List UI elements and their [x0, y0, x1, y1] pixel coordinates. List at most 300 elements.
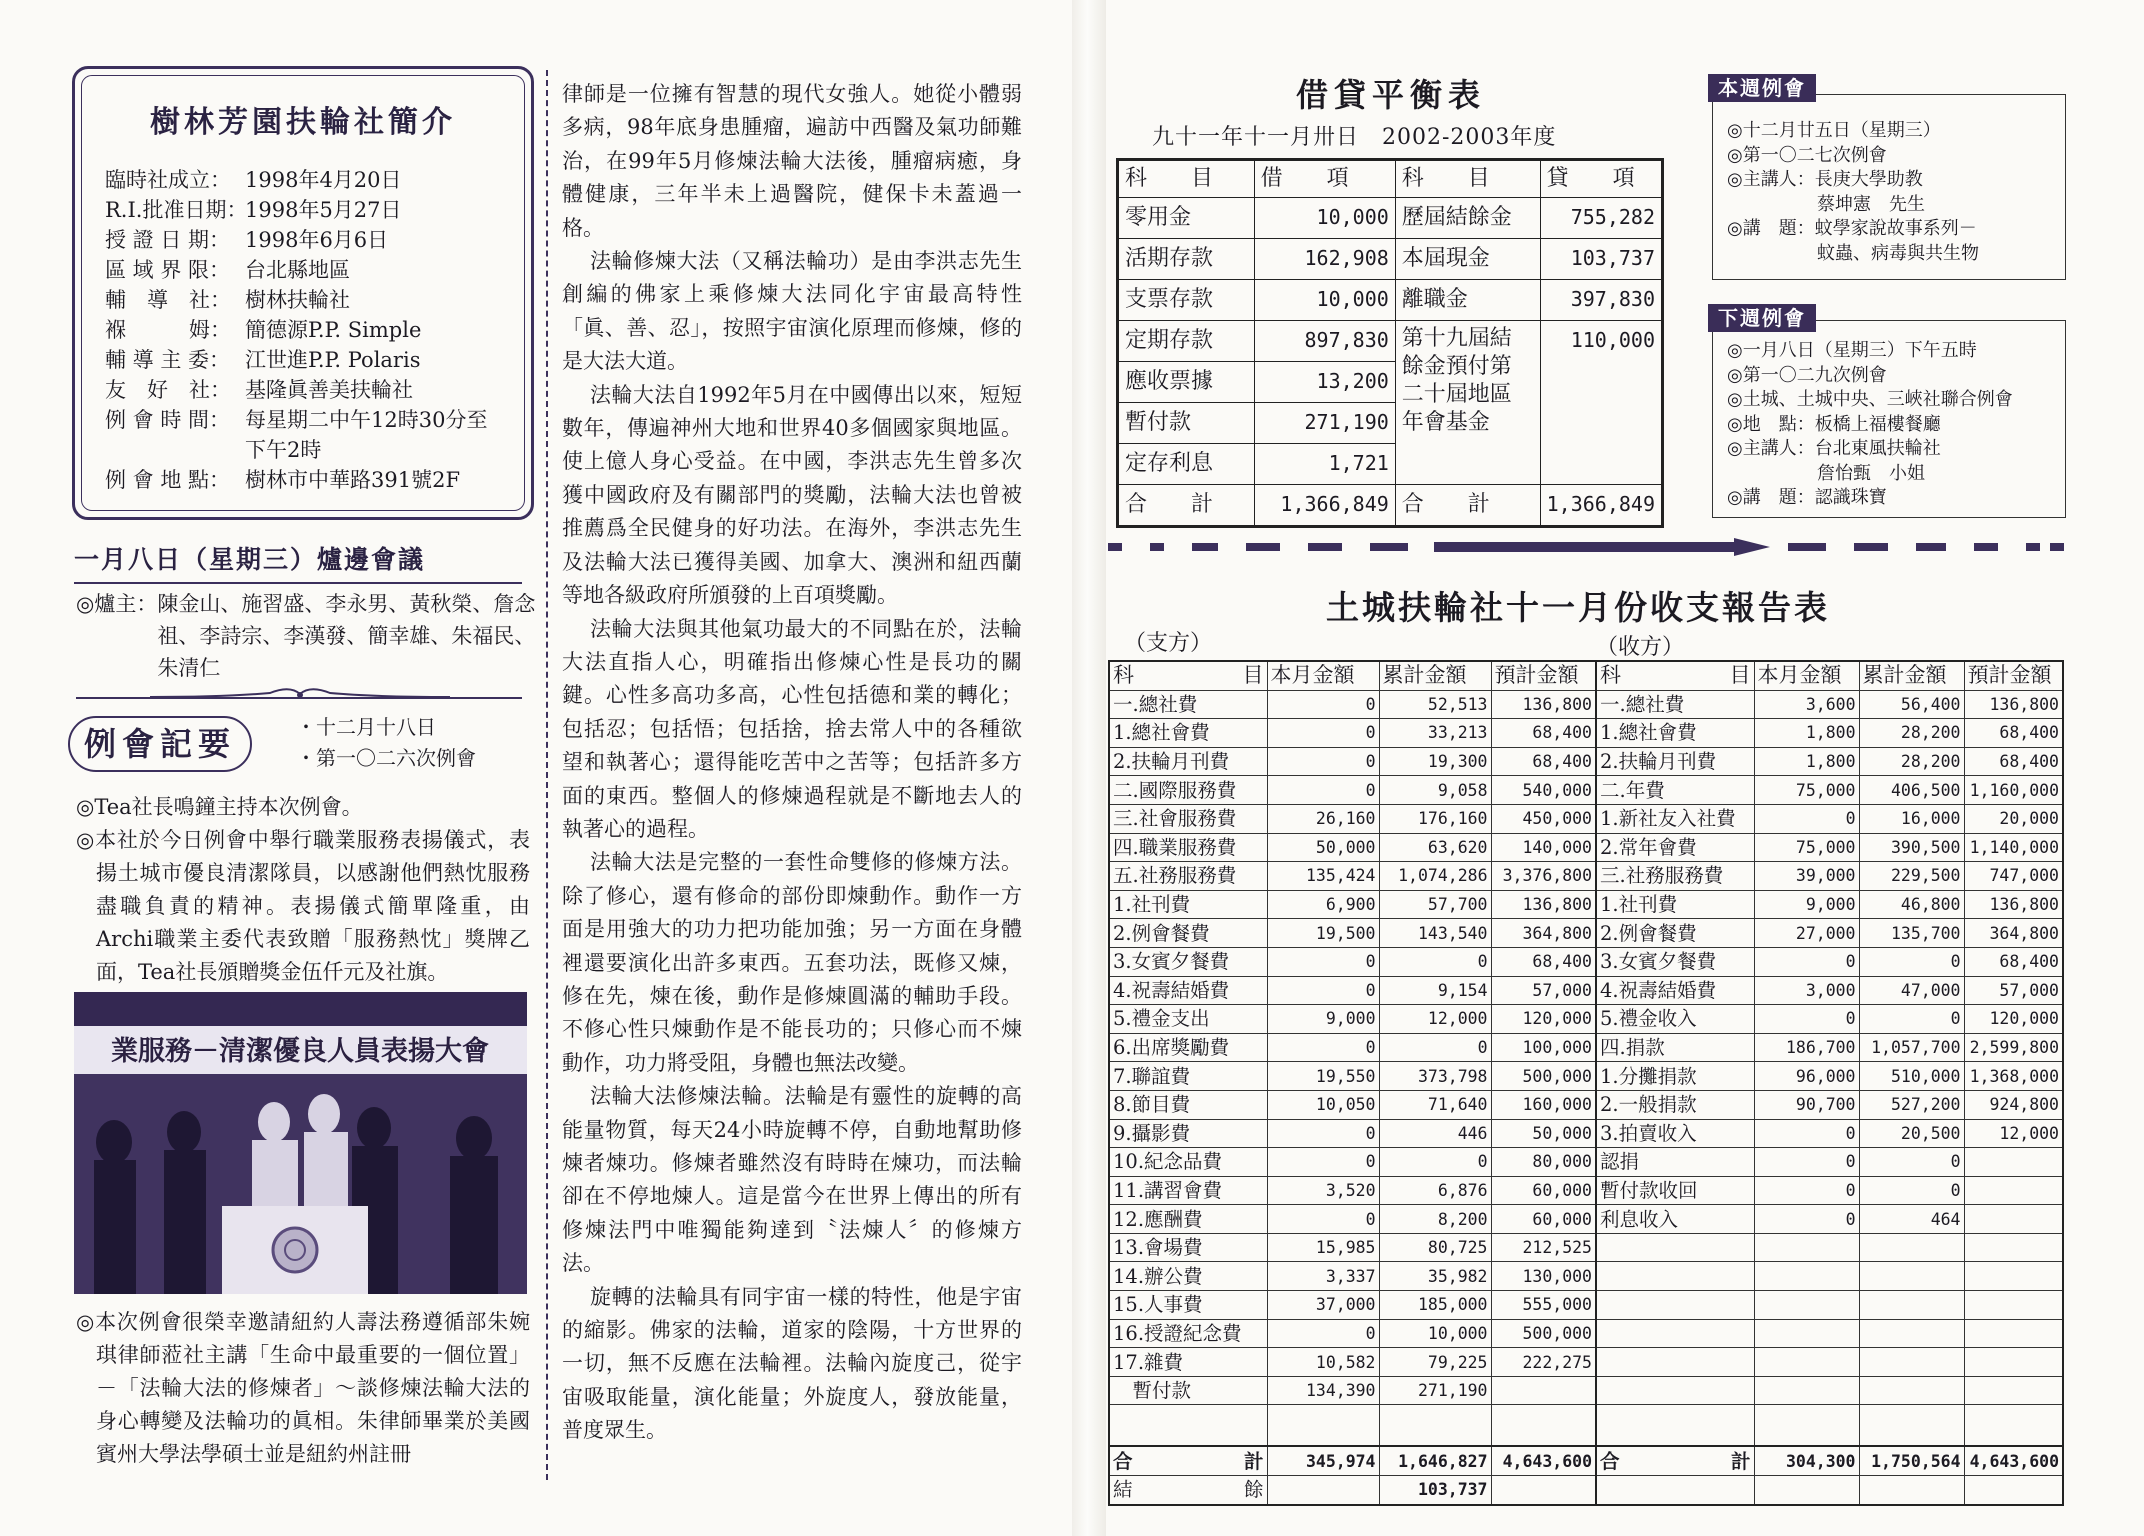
expense-budget: 555,000: [1491, 1291, 1596, 1320]
income-month: 1,800: [1754, 719, 1859, 748]
income-budget: 20,000: [1964, 804, 2063, 833]
credit-amount: 397,830: [1540, 280, 1662, 321]
total-label-a: 合: [1113, 1449, 1133, 1473]
expense-month: 19,500: [1267, 919, 1379, 948]
income-cumulative: [1859, 1291, 1964, 1320]
expense-budget: 68,400: [1491, 747, 1596, 776]
expense-item: 10.紀念品費: [1109, 1148, 1267, 1177]
expense-item: 3.女賓夕餐費: [1109, 947, 1267, 976]
table-header-row: [1118, 160, 1663, 198]
income-month: [1754, 1348, 1859, 1377]
total-label-text: [1113, 1448, 1264, 1475]
next-week-tag: 下週例會: [1708, 304, 1816, 332]
expense-budget: 3,376,800: [1491, 862, 1596, 891]
credit-amount: 755,282: [1540, 198, 1662, 239]
expense-month: 26,160: [1267, 804, 1379, 833]
info-row: [105, 165, 500, 195]
this-week-line: ◎第一〇二七次例會: [1727, 144, 1887, 166]
total-label-b: 計: [1243, 1449, 1264, 1473]
divider: [74, 582, 522, 584]
income-budget: 136,800: [1964, 690, 2063, 719]
income-budget: [1964, 1262, 2063, 1291]
income-month: 75,000: [1754, 833, 1859, 862]
income-item: [1596, 1291, 1754, 1320]
info-value: 簡德源P.P. Simple: [245, 318, 422, 342]
expense-cumulative: 10,000: [1379, 1319, 1491, 1348]
header-cell: 借 項: [1254, 160, 1395, 198]
expense-cumulative: 57,700: [1379, 890, 1491, 919]
income-budget: [1964, 1319, 2063, 1348]
income-cumulative: [1859, 1376, 1964, 1405]
table-row: [1118, 239, 1663, 280]
income-month: 0: [1754, 1119, 1859, 1148]
credit-item: 歷屆結餘金: [1395, 198, 1540, 239]
this-week-line: ◎十二月廿五日（星期三）: [1727, 120, 1941, 141]
income-month: [1754, 1291, 1859, 1320]
table-row: [1109, 1005, 2063, 1034]
club-intro-title: 樹林芳園扶輪社簡介: [150, 105, 456, 140]
table-row: [1109, 1176, 2063, 1205]
credit-item: 本屆現金: [1395, 239, 1540, 280]
minutes-session: ・第一〇二六次例會: [296, 746, 476, 770]
table-row: [1109, 976, 2063, 1005]
report-body: [1109, 661, 2063, 1505]
minutes-paragraph: ◎本社於今日例會中舉行職業服務表揚儀式，表揚土城市優良清潔隊員，以感謝他們熱忱服務盡職負責的精神。表揚儀式簡單隆重，由Archi職業主委代表致贈「服務熱忱」獎牌乙面，Tea社長頒贈獎金伍仟元及社旗。: [76, 828, 530, 984]
income-month: 0: [1754, 1205, 1859, 1234]
income-month: 186,700: [1754, 1033, 1859, 1062]
expense-budget: 136,800: [1491, 890, 1596, 919]
income-item: [1596, 1376, 1754, 1405]
income-item: 三.社務服務費: [1596, 862, 1754, 891]
expense-item: 五.社務服務費: [1109, 862, 1267, 891]
expense-month: 3,337: [1267, 1262, 1379, 1291]
income-month: 90,700: [1754, 1090, 1859, 1119]
empty-cell: [1964, 1476, 2063, 1505]
income-month: [1754, 1233, 1859, 1262]
income-item: 一.總社費: [1596, 690, 1754, 719]
empty-cell: [1379, 1405, 1491, 1447]
header-item: [1600, 662, 1751, 689]
info-row: [105, 465, 500, 495]
header-item-b: 目: [1729, 663, 1751, 688]
table-row: [1118, 321, 1663, 362]
empty-cell: [1267, 1405, 1379, 1447]
table-row: [1109, 862, 2063, 891]
empty-cell: [1109, 1405, 1267, 1447]
income-item: 二.年費: [1596, 776, 1754, 805]
expense-item: 2.扶輪月刊費: [1109, 747, 1267, 776]
expense-cumulative: 12,000: [1379, 1005, 1491, 1034]
article-paragraph: 旋轉的法輪具有同宇宙一樣的特性，他是宇宙的縮影。佛家的法輪，道家的陰陽，十方世界的一切，無不反應在法輪裡。法輪內旋度己，從宇宙吸取能量，演化能量；外旋度人，發放能量，普度眾生。: [562, 1284, 1022, 1443]
expense-budget: 60,000: [1491, 1176, 1596, 1205]
report-title: 土城扶輪社十一月份收支報告表: [1326, 588, 1830, 627]
total-debit: 1,366,849: [1254, 485, 1395, 527]
empty-cell: [1754, 1405, 1859, 1447]
info-label: 授 證 日 期：: [105, 228, 231, 252]
expense-label: （支方）: [1124, 631, 1213, 656]
header-item-a: 科: [1113, 663, 1134, 688]
income-cumulative: 47,000: [1859, 976, 1964, 1005]
expense-month: 134,390: [1267, 1376, 1379, 1405]
expense-month: 50,000: [1267, 833, 1379, 862]
income-month: 1,800: [1754, 747, 1859, 776]
total-label: [1109, 1446, 1267, 1475]
expense-month: 0: [1267, 947, 1379, 976]
info-label: 友 好 社：: [105, 378, 231, 402]
debit-item: 暫付款: [1118, 403, 1255, 444]
expense-item: 4.祝壽結婚費: [1109, 976, 1267, 1005]
expense-item: 13.會場費: [1109, 1233, 1267, 1262]
this-week-line: ◎講 題：蚊學家說故事系列－: [1727, 218, 1977, 239]
header-cell: 預計金額: [1491, 661, 1596, 690]
fireside-meeting-heading: 一月八日（星期三）爐邊會議: [74, 545, 426, 574]
info-label: 輔 導 主 委：: [105, 348, 231, 372]
page-gutter: [1072, 0, 1106, 1536]
minutes-date: ・十二月十八日: [296, 715, 436, 739]
info-label: 輔 導 社：: [105, 288, 231, 312]
expense-item: 12.應酬費: [1109, 1205, 1267, 1234]
meeting-minutes-badge: 例會記要: [68, 716, 252, 772]
info-row: [105, 195, 500, 225]
expense-item: 17.雜費: [1109, 1348, 1267, 1377]
table-row: [1109, 1319, 2063, 1348]
total-month: 304,300: [1754, 1446, 1859, 1475]
empty-cell: [1859, 1405, 1964, 1447]
total-budget: 4,643,600: [1964, 1446, 2063, 1475]
income-budget: 68,400: [1964, 719, 2063, 748]
table-row: [1109, 1205, 2063, 1234]
income-item: 4.祝壽結婚費: [1596, 976, 1754, 1005]
table-row: [1109, 1233, 2063, 1262]
expense-budget: 100,000: [1491, 1033, 1596, 1062]
expense-month: 37,000: [1267, 1291, 1379, 1320]
income-item: 3.女賓夕餐費: [1596, 947, 1754, 976]
expense-cumulative: 373,798: [1379, 1062, 1491, 1091]
balance-label-text: [1113, 1476, 1264, 1503]
this-week-meeting-box: [1712, 94, 2066, 280]
info-label: 例 會 地 點：: [105, 468, 231, 492]
club-info-list: [105, 165, 500, 495]
expense-budget: 140,000: [1491, 833, 1596, 862]
table-row-blank: [1109, 1405, 2063, 1447]
info-value: 樹林市中華路391號2F: [245, 468, 461, 492]
empty-cell: [1596, 1476, 1754, 1505]
income-budget: 1,368,000: [1964, 1062, 2063, 1091]
expense-budget: 222,275: [1491, 1348, 1596, 1377]
expense-budget: 60,000: [1491, 1205, 1596, 1234]
header-item-b: 目: [1242, 663, 1264, 688]
income-budget: 1,140,000: [1964, 833, 2063, 862]
income-month: 3,600: [1754, 690, 1859, 719]
expense-budget: 68,400: [1491, 719, 1596, 748]
header-item: [1113, 662, 1264, 689]
expense-month: 10,582: [1267, 1348, 1379, 1377]
info-label: R.I.批准日期：: [105, 198, 248, 222]
empty-cell: [1754, 1476, 1859, 1505]
income-cumulative: [1859, 1262, 1964, 1291]
table-row: [1109, 1148, 2063, 1177]
award-ceremony-photo: [74, 992, 527, 1294]
table-row: [1109, 919, 2063, 948]
next-week-meeting-box: [1712, 320, 2066, 518]
income-cumulative: [1859, 1348, 1964, 1377]
income-month: [1754, 1376, 1859, 1405]
income-budget: [1964, 1291, 2063, 1320]
expense-budget: 50,000: [1491, 1119, 1596, 1148]
expense-cumulative: 143,540: [1379, 919, 1491, 948]
total-credit: 1,366,849: [1540, 485, 1662, 527]
income-cumulative: 464: [1859, 1205, 1964, 1234]
income-item: 2.扶輪月刊費: [1596, 747, 1754, 776]
hosts-names: 陳金山、施習盛、李永男、黃秋榮、詹念祖、李詩宗、李漢發、簡幸雄、朱福民、朱清仁: [157, 592, 536, 680]
income-item: 1.分攤捐款: [1596, 1062, 1754, 1091]
income-cumulative: 16,000: [1859, 804, 1964, 833]
balance-label-a: 結: [1113, 1478, 1133, 1502]
article-column: [562, 78, 1022, 1448]
income-cumulative: [1859, 1233, 1964, 1262]
income-item: [1596, 1262, 1754, 1291]
expense-month: 0: [1267, 1319, 1379, 1348]
income-item: 暫付款收回: [1596, 1176, 1754, 1205]
balance-row: [1109, 1476, 2063, 1505]
income-month: 96,000: [1754, 1062, 1859, 1091]
table-row: [1109, 747, 2063, 776]
expense-budget: 540,000: [1491, 776, 1596, 805]
income-cumulative: 406,500: [1859, 776, 1964, 805]
expense-cumulative: 71,640: [1379, 1090, 1491, 1119]
expense-month: 9,000: [1267, 1005, 1379, 1034]
this-week-lines: [1727, 119, 1979, 266]
expense-budget: 130,000: [1491, 1262, 1596, 1291]
total-row: [1118, 485, 1663, 527]
empty-cell: [1964, 1405, 2063, 1447]
income-budget: [1964, 1233, 2063, 1262]
this-week-line: 蚊蟲、病毒與共生物: [1727, 242, 1979, 264]
expense-month: 0: [1267, 719, 1379, 748]
income-budget: 57,000: [1964, 976, 2063, 1005]
balance-sheet-table: [1116, 158, 1664, 528]
expense-cumulative: 35,982: [1379, 1262, 1491, 1291]
expense-budget: 500,000: [1491, 1319, 1596, 1348]
total-label-a: 合: [1600, 1449, 1620, 1473]
next-week-line: 詹怡甄 小姐: [1727, 462, 1925, 484]
expense-cumulative: 185,000: [1379, 1291, 1491, 1320]
next-week-line: ◎土城、土城中央、三峽社聯合例會: [1727, 389, 2013, 410]
total-cumulative: 1,750,564: [1859, 1446, 1964, 1475]
total-row: [1109, 1446, 2063, 1475]
debit-item: 支票存款: [1118, 280, 1255, 321]
total-cumulative: 1,646,827: [1379, 1446, 1491, 1475]
article-paragraph: 法輪大法是完整的一套性命雙修的修煉方法。除了修心，還有修命的部份即煉動作。動作一方面是用強大的功力把功能加強；另一方面在身體裡還要演化出許多東西。五套功法，既修又煉，修在先，煉在後，動作是修煉圓滿的輔助手段。不修心性只煉動作是不能長功的；只修心而不煉動作，功力將受阻，身體也無法改變。: [562, 850, 1022, 1075]
this-week-line: ◎主講人：長庚大學助教: [1727, 169, 1923, 190]
empty-cell: [1596, 1405, 1754, 1447]
table-row: [1109, 1090, 2063, 1119]
debit-item: 零用金: [1118, 198, 1255, 239]
expense-item: 14.辦公費: [1109, 1262, 1267, 1291]
table-row: [1109, 1062, 2063, 1091]
expense-budget: 450,000: [1491, 804, 1596, 833]
empty-cell: [1267, 1476, 1379, 1505]
debit-item: 定期存款: [1118, 321, 1255, 362]
income-budget: 68,400: [1964, 747, 2063, 776]
credit-amount: 110,000: [1540, 321, 1662, 485]
debit-amount: 162,908: [1254, 239, 1395, 280]
total-label-text: [1600, 1448, 1751, 1475]
expense-cumulative: 6,876: [1379, 1176, 1491, 1205]
income-month: 27,000: [1754, 919, 1859, 948]
minutes-meta: [296, 712, 476, 774]
expense-item: 1.總社會費: [1109, 719, 1267, 748]
divider: [76, 697, 522, 699]
minutes-paragraph: ◎本次例會很榮幸邀請紐約人壽法務遵循部朱婉琪律師蒞社主講「生命中最重要的一個位置」－「法輪大法的修煉者」～談修煉法輪大法的身心轉變及法輪功的眞相。朱律師畢業於美國賓州大學法學碩士並是紐約州註冊: [76, 1310, 530, 1466]
income-item: 3.拍賣收入: [1596, 1119, 1754, 1148]
header-cell: 科 目: [1395, 160, 1540, 198]
info-value: 江世進P.P. Polaris: [245, 348, 421, 372]
expense-budget: 160,000: [1491, 1090, 1596, 1119]
expense-budget: 364,800: [1491, 919, 1596, 948]
income-month: 0: [1754, 804, 1859, 833]
info-label: 區 域 界 限：: [105, 258, 231, 282]
expense-cumulative: 8,200: [1379, 1205, 1491, 1234]
expense-month: 0: [1267, 690, 1379, 719]
expense-item: 11.講習會費: [1109, 1176, 1267, 1205]
expense-budget: 500,000: [1491, 1062, 1596, 1091]
expense-month: 0: [1267, 1205, 1379, 1234]
income-cumulative: 0: [1859, 1148, 1964, 1177]
info-row: [105, 345, 500, 375]
article-paragraph: 法輪大法自1992年5月在中國傳出以來，短短數年，傳遍神州大地和世界40多個國家與地區。使上億人身心受益。在中國，李洪志先生曾多次獲中國政府及有關部門的獎勵，法輪大法也曾被推薦爲全民健身的好功法。在海外，李洪志先生及法輪大法已獲得美國、加拿大、澳洲和紐西蘭等地各級政府所頒發的上百項獎勵。: [562, 382, 1022, 608]
info-row: [105, 255, 500, 285]
income-cumulative: 0: [1859, 1005, 1964, 1034]
income-expense-table: [1108, 660, 2064, 1506]
income-cumulative: 0: [1859, 1176, 1964, 1205]
balance-sheet-date: 九十一年十一月卅日 2002-2003年度: [1152, 125, 1557, 150]
next-week-line: ◎第一〇二九次例會: [1727, 364, 1887, 386]
expense-cumulative: 80,725: [1379, 1233, 1491, 1262]
expense-cumulative: 176,160: [1379, 804, 1491, 833]
expense-budget: [1491, 1376, 1596, 1405]
expense-item: 一.總社費: [1109, 690, 1267, 719]
header-item-cell: [1109, 661, 1267, 690]
expense-month: 0: [1267, 1033, 1379, 1062]
next-week-line: ◎主講人：台北東風扶輪社: [1727, 438, 1941, 459]
income-month: [1754, 1319, 1859, 1348]
income-month: 3,000: [1754, 976, 1859, 1005]
income-budget: [1964, 1176, 2063, 1205]
income-month: 39,000: [1754, 862, 1859, 891]
income-cumulative: 510,000: [1859, 1062, 1964, 1091]
column-separator: [546, 70, 548, 1480]
next-week-line: ◎地 點：板橋上福樓餐廳: [1727, 413, 1941, 435]
expense-cumulative: 9,154: [1379, 976, 1491, 1005]
this-week-tag: 本週例會: [1708, 74, 1816, 102]
income-cumulative: 20,500: [1859, 1119, 1964, 1148]
income-item: [1596, 1319, 1754, 1348]
expense-cumulative: 0: [1379, 947, 1491, 976]
income-budget: 2,599,800: [1964, 1033, 2063, 1062]
this-week-line: 蔡坤憲 先生: [1727, 193, 1925, 215]
income-cumulative: 527,200: [1859, 1090, 1964, 1119]
expense-item: 2.例會餐費: [1109, 919, 1267, 948]
income-item: 四.捐款: [1596, 1033, 1754, 1062]
total-label-b: 計: [1730, 1449, 1751, 1473]
expense-month: 0: [1267, 1148, 1379, 1177]
income-month: 0: [1754, 1005, 1859, 1034]
expense-cumulative: 63,620: [1379, 833, 1491, 862]
expense-budget: 57,000: [1491, 976, 1596, 1005]
expense-item: 5.禮金支出: [1109, 1005, 1267, 1034]
expense-month: 0: [1267, 747, 1379, 776]
income-budget: 1,160,000: [1964, 776, 2063, 805]
expense-item: 15.人事費: [1109, 1291, 1267, 1320]
photo-illustration: [74, 992, 527, 1294]
empty-cell: [1859, 1476, 1964, 1505]
total-label: [1596, 1446, 1754, 1475]
debit-item: 應收票據: [1118, 362, 1255, 403]
table-row: [1109, 1376, 2063, 1405]
photo-banner-text: 業服務－清潔優良人員表揚大會: [111, 1036, 489, 1067]
income-budget: 136,800: [1964, 890, 2063, 919]
next-week-line: ◎講 題：認識珠寶: [1727, 487, 1887, 508]
income-item: 5.禮金收入: [1596, 1005, 1754, 1034]
fireside-hosts: [76, 588, 536, 684]
dashed-arrow-divider: [1108, 538, 2064, 556]
income-budget: 12,000: [1964, 1119, 2063, 1148]
income-budget: 924,800: [1964, 1090, 2063, 1119]
balance-label: [1109, 1476, 1267, 1505]
expense-month: 3,520: [1267, 1176, 1379, 1205]
info-value: 1998年5月27日: [245, 198, 402, 222]
total-label: 合 計: [1118, 485, 1255, 527]
expense-month: 0: [1267, 1119, 1379, 1148]
article-paragraph: 律師是一位擁有智慧的現代女強人。她從小體弱多病，98年底身患腫瘤，遍訪中西醫及氣功師難治，在99年5月修煉法輪大法後，腫瘤病癒，身體健康，三年半未上過醫院，健保卡未蓋過一格。: [562, 82, 1022, 240]
income-item: 認捐: [1596, 1148, 1754, 1177]
table-row: [1109, 1291, 2063, 1320]
total-label: 合 計: [1395, 485, 1540, 527]
income-item: 1.社刊費: [1596, 890, 1754, 919]
expense-cumulative: 0: [1379, 1033, 1491, 1062]
empty-cell: [1491, 1405, 1596, 1447]
expense-cumulative: 271,190: [1379, 1376, 1491, 1405]
article-paragraph: 法輪大法修煉法輪。法輪是有靈性的旋轉的高能量物質，每天24小時旋轉不停，自動地幫助修煉者煉功。修煉者雖然沒有時時在煉功，而法輪卻在不停地煉人。這是當今在世界上傳出的所有修煉法門中唯獨能夠達到〝法煉人〞的修煉方法。: [562, 1084, 1022, 1276]
expense-item: 9.攝影費: [1109, 1119, 1267, 1148]
minutes-paragraph: ◎Tea社長鳴鐘主持本次例會。: [76, 795, 363, 819]
table-row: [1118, 280, 1663, 321]
info-row: [105, 285, 500, 315]
income-cumulative: 0: [1859, 947, 1964, 976]
expense-budget: 212,525: [1491, 1233, 1596, 1262]
expense-cumulative: 9,058: [1379, 776, 1491, 805]
table-row: [1118, 198, 1663, 239]
total-budget: 4,643,600: [1491, 1446, 1596, 1475]
credit-item: 第十九屆結餘金預付第二十屆地區年會基金: [1395, 321, 1540, 485]
income-budget: [1964, 1205, 2063, 1234]
expense-cumulative: 0: [1379, 1148, 1491, 1177]
income-cumulative: 135,700: [1859, 919, 1964, 948]
info-row: [105, 225, 500, 255]
expense-cumulative: 19,300: [1379, 747, 1491, 776]
expense-cumulative: 1,074,286: [1379, 862, 1491, 891]
expense-item: 6.出席獎勵費: [1109, 1033, 1267, 1062]
info-value: 1998年6月6日: [245, 228, 389, 252]
info-row: [105, 315, 500, 345]
income-item: 1.新社友入社費: [1596, 804, 1754, 833]
expense-cumulative: 446: [1379, 1119, 1491, 1148]
expense-month: 135,424: [1267, 862, 1379, 891]
income-item: 2.一般捐款: [1596, 1090, 1754, 1119]
income-cumulative: 46,800: [1859, 890, 1964, 919]
expense-item: 三.社會服務費: [1109, 804, 1267, 833]
